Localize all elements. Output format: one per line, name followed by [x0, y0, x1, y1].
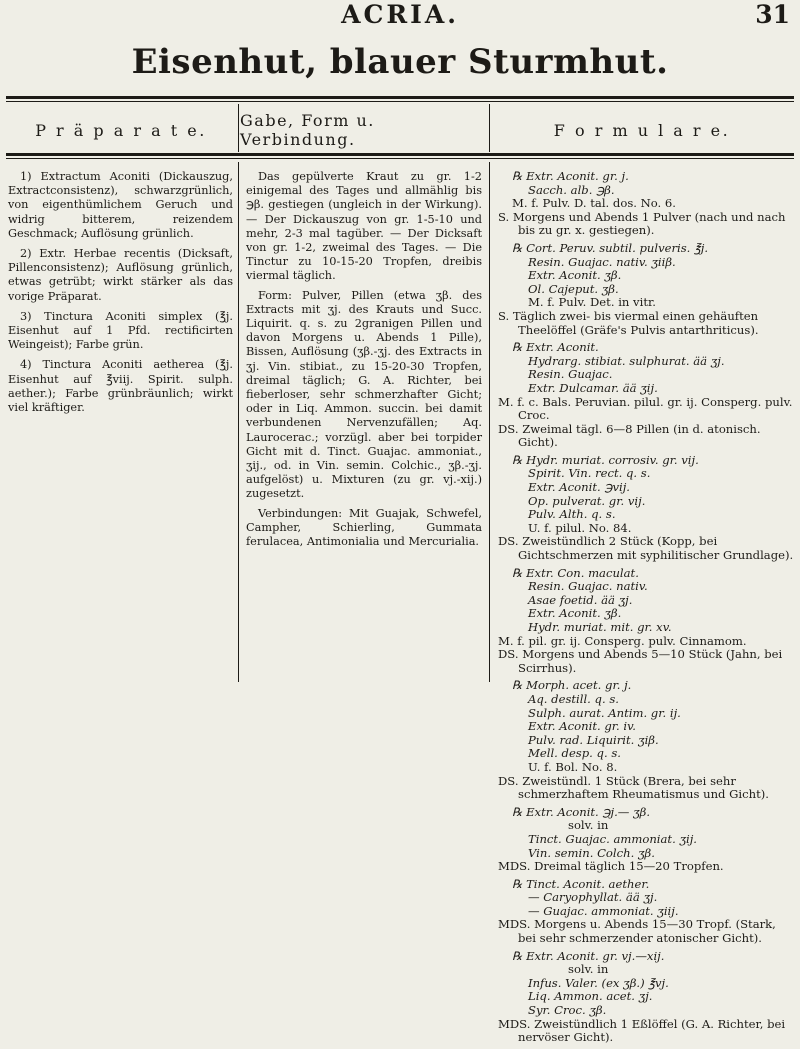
column-divider-1-body	[238, 162, 239, 682]
formula-line: Pulv. rad. Liquirit. ʒiβ.	[528, 732, 659, 747]
formula-line: Extr. Aconit. ʒβ.	[528, 606, 622, 621]
formula-line: M. f. Pulv. D. tal. dos. No. 6.	[512, 196, 676, 211]
formula-8	[498, 878, 794, 946]
formula-5	[498, 567, 794, 676]
combinations-paragraph: Verbindungen: Mit Guajak, Schwefel, Campher, Schierling, Gummata ferulacea, Antimonialia und Mercurialia.	[246, 506, 482, 549]
column-header-praeparate: P r ä p a r a t e.	[35, 120, 207, 140]
formula-line: Vin. semin. Colch. ʒβ.	[528, 845, 655, 860]
formula-line: Tinct. Guajac. ammoniat. ʒij.	[528, 831, 697, 846]
formula-signa: DS. Zweistündl. 1 Stück (Brera, bei sehr schmerzhaftem Rheumatismus und Gicht).	[498, 773, 769, 802]
formula-line: Hydr. muriat. mit. gr. xv.	[528, 620, 672, 634]
formula-line: ℞ Extr. Con. maculat.	[512, 565, 639, 580]
preparation-4: 4) Tinctura Aconiti aetherea (℥j. Eisenhut auf ℥viij. Spirit. sulph. aether.); Farbe grünbräunlich; wirkt viel kräftiger.	[8, 358, 233, 415]
header-rule-thin	[6, 158, 794, 159]
formula-line: Spirit. Vin. rect. q. s.	[528, 466, 651, 481]
formulare-column	[498, 170, 794, 1049]
formula-signa: S. Täglich zwei- bis viermal einen gehäuften Theelöffel (Gräfe's Pulvis antarthriticus).	[498, 308, 759, 337]
formula-1	[498, 170, 794, 238]
formula-2	[498, 242, 794, 337]
formula-line: Extr. Aconit. ʒβ.	[528, 268, 622, 283]
formula-6	[498, 679, 794, 801]
formula-line: ℞ Extr. Aconit. ℈j.— ʒβ.	[512, 804, 651, 819]
formula-line: ℞ Extr. Aconit. gr. vj.—xij.	[512, 948, 665, 963]
formula-line: ℞ Hydr. muriat. corrosiv. gr. vij.	[512, 452, 699, 467]
formula-7	[498, 806, 794, 874]
formula-line: ℞ Extr. Aconit.	[512, 340, 599, 355]
formula-line: Hydrarg. stibiat. sulphurat. ää ʒj.	[528, 353, 725, 368]
formula-line: ℞ Morph. acet. gr. j.	[512, 678, 632, 693]
formula-line: Extr. Aconit. ℈vij.	[528, 480, 630, 495]
column-header-formulare: F o r m u l a r e.	[553, 120, 731, 140]
formula-line: Ol. Cajeput. ʒβ.	[528, 281, 619, 296]
formula-line: Syr. Croc. ʒβ.	[528, 1003, 607, 1018]
formula-line: Liq. Ammon. acet. ʒj.	[528, 989, 653, 1004]
formula-signa: DS. Morgens und Abends 5—10 Stück (Jahn, bei Scirrhus).	[498, 647, 783, 675]
form-paragraph: Form: Pulver, Pillen (etwa ʒβ. des Extracts mit ʒj. des Krauts und Succ. Liquirit. q. s. zu 2granigen Pillen und davon Morgens u. Abends 1 Pille), Bissen, Auflösung (ʒβ.-ʒj. des Extracts in ʒj. Vin. stibiat., zu 15-20-30 Tropfen, dreimal täglich; G. A. Richter, bei fieberloser, sehr schmerzhafter Gicht; oder in Liq. Ammon. succin. bei damit verbundenen Nervenzufällen; Aq. Laurocerас.; vorzügl. aber bei torpider Gicht mit d. Tinct. Guajac. ammoniat., ʒij., od. in Vin. semin. Colchic., ʒβ.-ʒj. aufgelöst) u. Mixturen (zu gr. vj.-xij.) zugesetzt.	[246, 288, 482, 501]
formula-line: U. f. pilul. No. 84.	[528, 520, 632, 535]
formula-line: Resin. Guajac. nativ.	[528, 579, 648, 594]
formula-line: Mell. desp. q. s.	[528, 746, 621, 761]
formula-line: solv. in	[568, 962, 609, 977]
article-title: Eisenhut, blauer Sturmhut.	[131, 42, 669, 82]
formula-line: ℞ Tinct. Aconit. aether.	[512, 876, 650, 891]
formula-signa: DS. Zweimal tägl. 6—8 Pillen (in d. atonisch. Gicht).	[498, 421, 761, 450]
formula-signa: MDS. Morgens u. Abends 15—30 Tropf. (Stark, bei sehr schmerzender atonischer Gicht).	[498, 917, 776, 946]
column-header-gabe: Gabe, Form u. Verbindung.	[240, 111, 375, 149]
formula-line: Extr. Aconit. gr. iv.	[528, 719, 636, 734]
formula-line: M. f. Pulv. Det. in vitr.	[528, 295, 656, 310]
formula-line: Pulv. Alth. q. s.	[528, 507, 616, 522]
formula-signa: MDS. Zweistündlich 1 Eßlöffel (G. A. Richter, bei nervöser Gicht).	[498, 1016, 786, 1045]
formula-line: Op. pulverat. gr. vij.	[528, 493, 646, 508]
title-rule-thick	[6, 96, 794, 99]
column-divider-1	[238, 104, 239, 152]
formula-line: ℞ Extr. Aconit. gr. j.	[512, 169, 629, 183]
formula-line: — Guajac. ammoniat. ʒiij.	[528, 903, 679, 918]
formula-line: Sulph. aurat. Antim. gr. ij.	[528, 705, 681, 720]
preparation-3: 3) Tinctura Aconiti simplex (℥j. Eisenhut auf 1 Pfd. rectificirten Weingeist); Farbe grün.	[8, 309, 233, 352]
running-head	[0, 0, 800, 32]
formula-signa: DS. Zweistündlich 2 Stück (Kopp, bei Gichtschmerzen mit syphilitischer Grundlage).	[498, 534, 794, 563]
formula-line: Sacch. alb. ℈β.	[528, 182, 615, 197]
formula-9	[498, 950, 794, 1045]
gabe-column	[246, 170, 482, 554]
formula-signa: MDS. Dreimal täglich 15—20 Tropfen.	[498, 859, 724, 874]
page-number: 31	[755, 0, 790, 29]
dosage-paragraph: Das gepülverte Kraut zu gr. 1-2 einigemal des Tages und allmählig bis ℈β. gestiegen (ungleich in der Wirkung). — Der Dickauszug von gr. 1-5-10 und mehr, 2-3 mal tagüber. — Der Dicksaft von gr. 1-2, zweimal des Tages. — Die Tinctur zu 10-15-20 Tropfen, dreibis viermal täglich.	[246, 170, 482, 283]
formula-3	[498, 341, 794, 450]
header-rule-thick	[6, 153, 794, 156]
formula-4	[498, 454, 794, 563]
formula-line: Infus. Valer. (ex ʒβ.) ℥vj.	[528, 975, 669, 990]
formula-line: ℞ Cort. Peruv. subtil. pulveris. ℥j.	[512, 240, 709, 255]
formula-line: — Caryophyllat. ää ʒj.	[528, 890, 658, 905]
formula-signa: S. Morgens und Abends 1 Pulver (nach und nach bis zu gr. x. gestiegen).	[498, 209, 786, 238]
formula-line: Asae foetid. ää ʒj.	[528, 592, 633, 607]
formula-line: solv. in	[568, 818, 609, 833]
preparation-1: 1) Extractum Aconiti (Dickauszug, Extractconsistenz), schwarzgrünlich, von eigenthümlichem Geruch und widrig bitterem, reizendem Geschmack; Auflösung grünlich.	[8, 170, 233, 240]
formula-line: Resin. Guajac. nativ. ʒiiβ.	[528, 254, 676, 269]
preparation-2: 2) Extr. Herbae recentis (Dicksaft, Pillenconsistenz); Auflösung grünlich, etwas getrübt; wirkt stärker als das vorige Präparat.	[8, 247, 233, 303]
column-divider-2	[489, 104, 490, 152]
formula-line: U. f. Bol. No. 8.	[528, 759, 618, 774]
running-title: ACRIA.	[341, 0, 459, 29]
formula-line: M. f. c. Bals. Peruvian. pilul. gr. ij. Consperg. pulv. Croc.	[498, 394, 793, 423]
column-divider-2-body	[489, 162, 490, 682]
formula-line: Aq. destill. q. s.	[528, 691, 619, 706]
formula-line: Resin. Guajac.	[528, 367, 613, 382]
title-rule-thin	[6, 101, 794, 102]
praeparate-column	[8, 170, 233, 421]
formula-line: Extr. Dulcamar. ää ʒij.	[528, 380, 658, 395]
formula-line: M. f. pil. gr. ij. Consperg. pulv. Cinnamom.	[498, 633, 747, 648]
